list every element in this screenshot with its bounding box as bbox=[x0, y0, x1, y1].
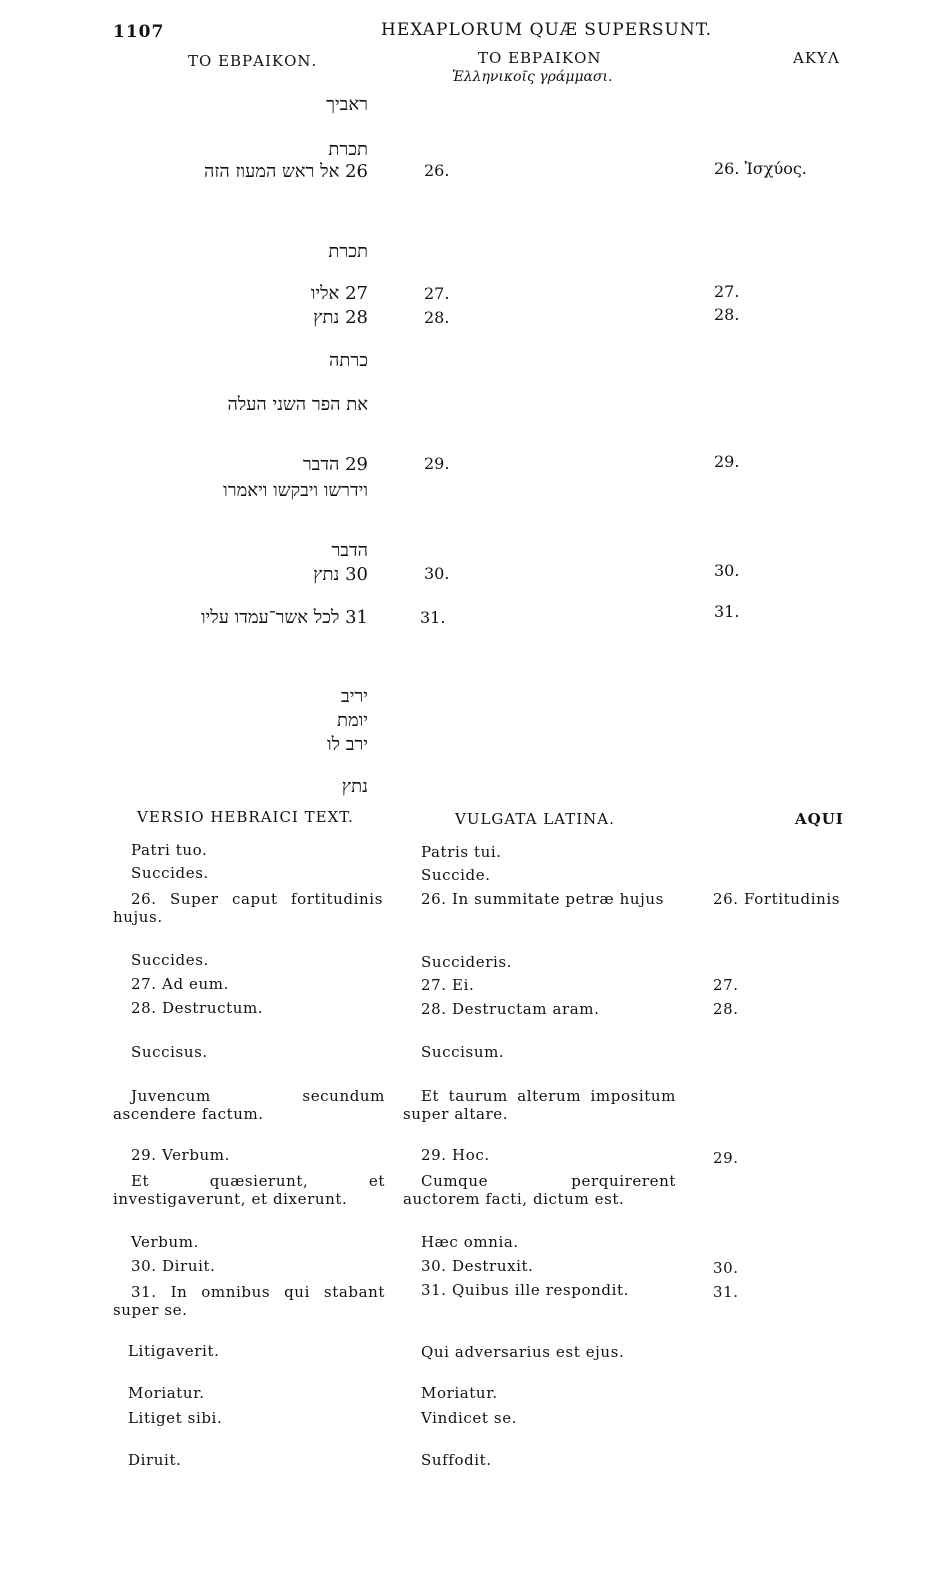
vulgata-line: 30. Destruxit. bbox=[421, 1257, 534, 1275]
hebrew-line: כרתה bbox=[329, 350, 368, 371]
vulgata-line: Patris tui. bbox=[421, 843, 502, 861]
aquila-entry: 26. Ἰσχύος. bbox=[714, 159, 807, 178]
verse-number: 28. bbox=[424, 308, 450, 327]
versio-line: 31. In omnibus qui stabant super se. bbox=[113, 1283, 385, 1319]
aquila-latin-line: 29. bbox=[713, 1149, 739, 1167]
vulgata-line: Succisum. bbox=[421, 1043, 505, 1061]
hebrew-line: 27 אליו bbox=[310, 283, 368, 304]
aquila-entry: 29. bbox=[714, 452, 740, 471]
versio-line: Et quæsierunt, et investigaverunt, et dixerunt. bbox=[113, 1172, 385, 1208]
column-head-greek-letters: ΤΟ ΕΒΡΑΙΚΟΝ bbox=[478, 49, 602, 67]
hebrew-line: תכרת bbox=[328, 139, 368, 160]
aquila-latin-line: 27. bbox=[713, 976, 739, 994]
aquila-entry: 30. bbox=[714, 561, 740, 580]
hebrew-line: ראביך bbox=[326, 94, 368, 115]
versio-line: 28. Destructum. bbox=[131, 999, 264, 1017]
vulgata-line: 26. In summitate petræ hujus bbox=[421, 890, 664, 908]
hebrew-line: ירב לו bbox=[327, 734, 368, 755]
aquila-entry: 31. bbox=[714, 602, 740, 621]
versio-line: 29. Verbum. bbox=[131, 1146, 230, 1164]
aquila-latin-line: 30. bbox=[713, 1259, 739, 1277]
verse-number: 26. bbox=[424, 161, 450, 180]
versio-line: Succides. bbox=[131, 951, 209, 969]
vulgata-line: 29. Hoc. bbox=[421, 1146, 490, 1164]
aquila-entry: 27. bbox=[714, 282, 740, 301]
versio-line: Juvencum secundum ascendere factum. bbox=[113, 1087, 385, 1123]
hebrew-line: וידרשו ויבקשו ויאמרו bbox=[223, 480, 368, 501]
hebrew-line: יריב bbox=[341, 686, 368, 707]
hebrew-line: 31 לכל אשר־עמדו עליו bbox=[200, 607, 368, 628]
versio-line: Succides. bbox=[131, 864, 209, 882]
versio-line: Litigaverit. bbox=[128, 1342, 220, 1360]
versio-line: Succisus. bbox=[131, 1043, 208, 1061]
aquila-latin-line: 26. Fortitudinis bbox=[713, 890, 841, 908]
versio-line: Patri tuo. bbox=[131, 841, 208, 859]
vulgata-line: Cumque perquirerent auctorem facti, dictum est. bbox=[403, 1172, 676, 1208]
vulgata-line: 28. Destructam aram. bbox=[421, 1000, 600, 1018]
column-head-hebrew: ΤΟ ΕΒΡΑΙΚΟΝ. bbox=[188, 52, 318, 70]
versio-line: 26. Super caput fortitudinis hujus. bbox=[113, 890, 383, 926]
page-number: 1107 bbox=[113, 22, 165, 42]
vulgata-line: Succideris. bbox=[421, 953, 513, 971]
versio-line: Moriatur. bbox=[128, 1384, 205, 1402]
vulgata-line: Suffodit. bbox=[421, 1451, 492, 1469]
aquila-latin-line: 28. bbox=[713, 1000, 739, 1018]
vulgata-line: 31. Quibus ille respondit. bbox=[421, 1281, 629, 1299]
running-title: HEXAPLORUM QUÆ SUPERSUNT. bbox=[381, 20, 713, 40]
hebrew-line: את הפר השני העלה bbox=[227, 394, 368, 415]
vulgata-line: Et taurum alterum impositum super altare. bbox=[403, 1087, 676, 1123]
column-subhead-greek-letters: Ἑλληνικοῖς γράμμασι. bbox=[452, 69, 613, 85]
verse-number: 27. bbox=[424, 284, 450, 303]
vulgata-line: Hæc omnia. bbox=[421, 1233, 519, 1251]
verse-number: 31. bbox=[420, 608, 446, 627]
hebrew-line: 28 נתץ bbox=[313, 307, 368, 328]
column-head-aquila: ΑΚΥΛ bbox=[793, 49, 840, 67]
versio-line: Diruit. bbox=[128, 1451, 182, 1469]
vulgata-line: Succide. bbox=[421, 866, 491, 884]
verse-number: 30. bbox=[424, 564, 450, 583]
aquila-latin-line: 31. bbox=[713, 1283, 739, 1301]
vulgata-line: Vindicet se. bbox=[421, 1409, 518, 1427]
versio-line: Verbum. bbox=[131, 1233, 199, 1251]
hebrew-line: הדבר bbox=[331, 540, 368, 561]
vulgata-line: Moriatur. bbox=[421, 1384, 498, 1402]
hebrew-line: 29 הדבר bbox=[302, 454, 368, 475]
column-head-aquila-latin: AQUI bbox=[795, 810, 844, 828]
hebrew-line: יומת bbox=[337, 710, 368, 731]
hebrew-line: 26 אל ראש המעוז הזה bbox=[204, 161, 368, 182]
column-head-versio: VERSIO HEBRAICI TEXT. bbox=[137, 808, 354, 826]
hebrew-line: תכרת bbox=[328, 241, 368, 262]
hebrew-line: נתץ bbox=[341, 776, 368, 797]
aquila-entry: 28. bbox=[714, 305, 740, 324]
hebrew-line: 30 נתץ bbox=[313, 564, 368, 585]
verse-number: 29. bbox=[424, 454, 450, 473]
versio-line: Litiget sibi. bbox=[128, 1409, 223, 1427]
vulgata-line: Qui adversarius est ejus. bbox=[421, 1343, 625, 1361]
versio-line: 30. Diruit. bbox=[131, 1257, 216, 1275]
vulgata-line: 27. Ei. bbox=[421, 976, 475, 994]
column-head-vulgata: VULGATA LATINA. bbox=[455, 810, 615, 828]
versio-line: 27. Ad eum. bbox=[131, 975, 229, 993]
